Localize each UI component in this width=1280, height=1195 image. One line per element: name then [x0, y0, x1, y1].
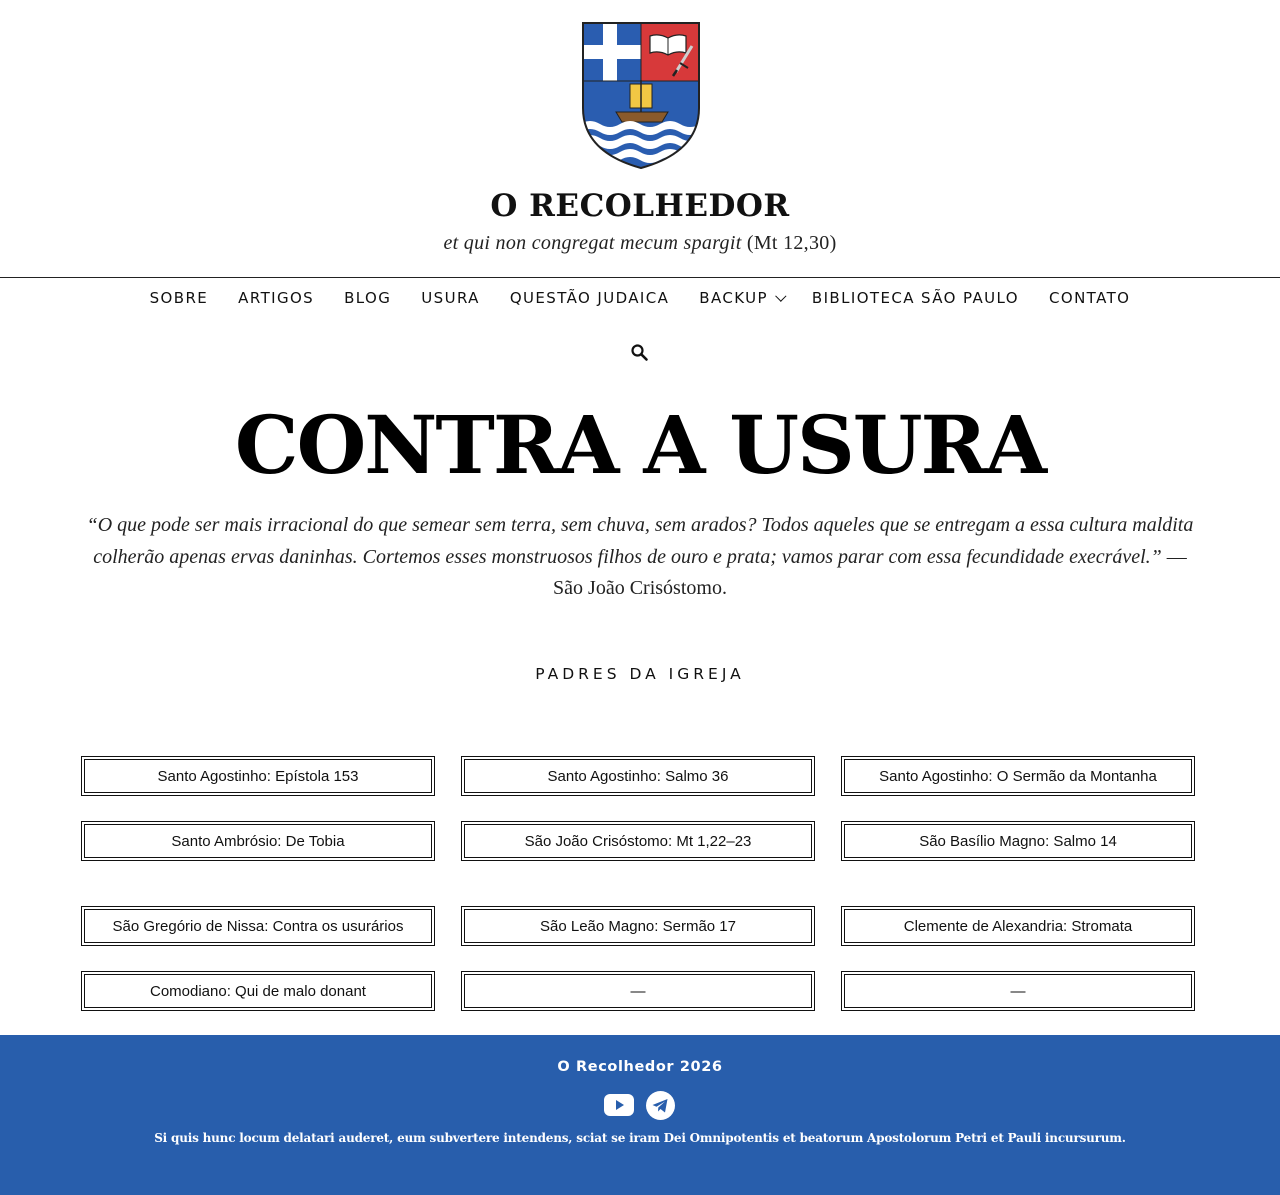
page-title: CONTRA A USURA [234, 398, 1046, 492]
footer-motto: Si quis hunc locum delatari auderet, eum subvertere intendens, sciat se iram Dei Omnipotentis et beatorum Apostolorum Petri et Pauli incursurum. [154, 1131, 1126, 1145]
search-icon[interactable] [630, 343, 650, 363]
link-button[interactable]: — [841, 971, 1195, 1011]
main-navigation [0, 289, 1280, 315]
link-button[interactable]: Santo Agostinho: O Sermão da Montanha [841, 756, 1195, 796]
link-button[interactable]: Clemente de Alexandria: Stromata [841, 906, 1195, 946]
site-footer [0, 1035, 1280, 1195]
section-heading: PADRES DA IGREJA [535, 665, 745, 683]
youtube-icon[interactable] [604, 1094, 634, 1116]
site-header [0, 0, 1280, 278]
nav-item-contato[interactable]: CONTATO [1048, 289, 1131, 307]
link-button[interactable]: — [461, 971, 815, 1011]
nav-item-artigos[interactable]: ARTIGOS [238, 289, 315, 307]
nav-item-backup-label: BACKUP [699, 289, 768, 307]
page-quote [78, 510, 1202, 605]
link-button[interactable]: Comodiano: Qui de malo donant [81, 971, 435, 1011]
nav-item-sobre[interactable]: SOBRE [149, 289, 209, 307]
quote-attribution: — São João Crisóstomo. [553, 545, 1187, 599]
nav-item-backup[interactable] [699, 289, 782, 307]
footer-title: O Recolhedor 2026 [557, 1059, 723, 1075]
link-button[interactable]: Santo Ambrósio: De Tobia [81, 821, 435, 861]
link-button[interactable]: São Leão Magno: Sermão 17 [461, 906, 815, 946]
quote-text: “O que pode ser mais irracional do que semear sem terra, sem chuva, sem arados? Todos aqueles que se entregam a essa cultura maldita colherão apenas ervas daninhas. Cortemos esses monstruosos filhos de ouro e prata; vamos parar com essa fecundidade execrável.” [86, 514, 1194, 568]
site-tagline [0, 232, 1280, 255]
link-button[interactable]: Santo Agostinho: Epístola 153 [81, 756, 435, 796]
nav-item-usura[interactable]: USURA [421, 289, 480, 307]
link-button[interactable]: São João Crisóstomo: Mt 1,22–23 [461, 821, 815, 861]
site-title[interactable]: O RECOLHEDOR [490, 188, 790, 224]
nav-item-blog[interactable]: BLOG [344, 289, 392, 307]
telegram-icon[interactable] [646, 1091, 675, 1120]
link-button[interactable]: São Basílio Magno: Salmo 14 [841, 821, 1195, 861]
link-button[interactable]: Santo Agostinho: Salmo 36 [461, 756, 815, 796]
tagline-reference: (Mt 12,30) [746, 232, 837, 254]
coat-of-arms-logo[interactable] [580, 20, 702, 170]
tagline-latin: et qui non congregat mecum spargit [443, 232, 742, 254]
link-button[interactable]: São Gregório de Nissa: Contra os usurários [81, 906, 435, 946]
nav-item-biblioteca-sao-paulo[interactable]: BIBLIOTECA SÃO PAULO [811, 289, 1019, 307]
nav-item-questao-judaica[interactable]: QUESTÃO JUDAICA [509, 289, 670, 307]
chevron-down-icon[interactable] [775, 291, 786, 302]
